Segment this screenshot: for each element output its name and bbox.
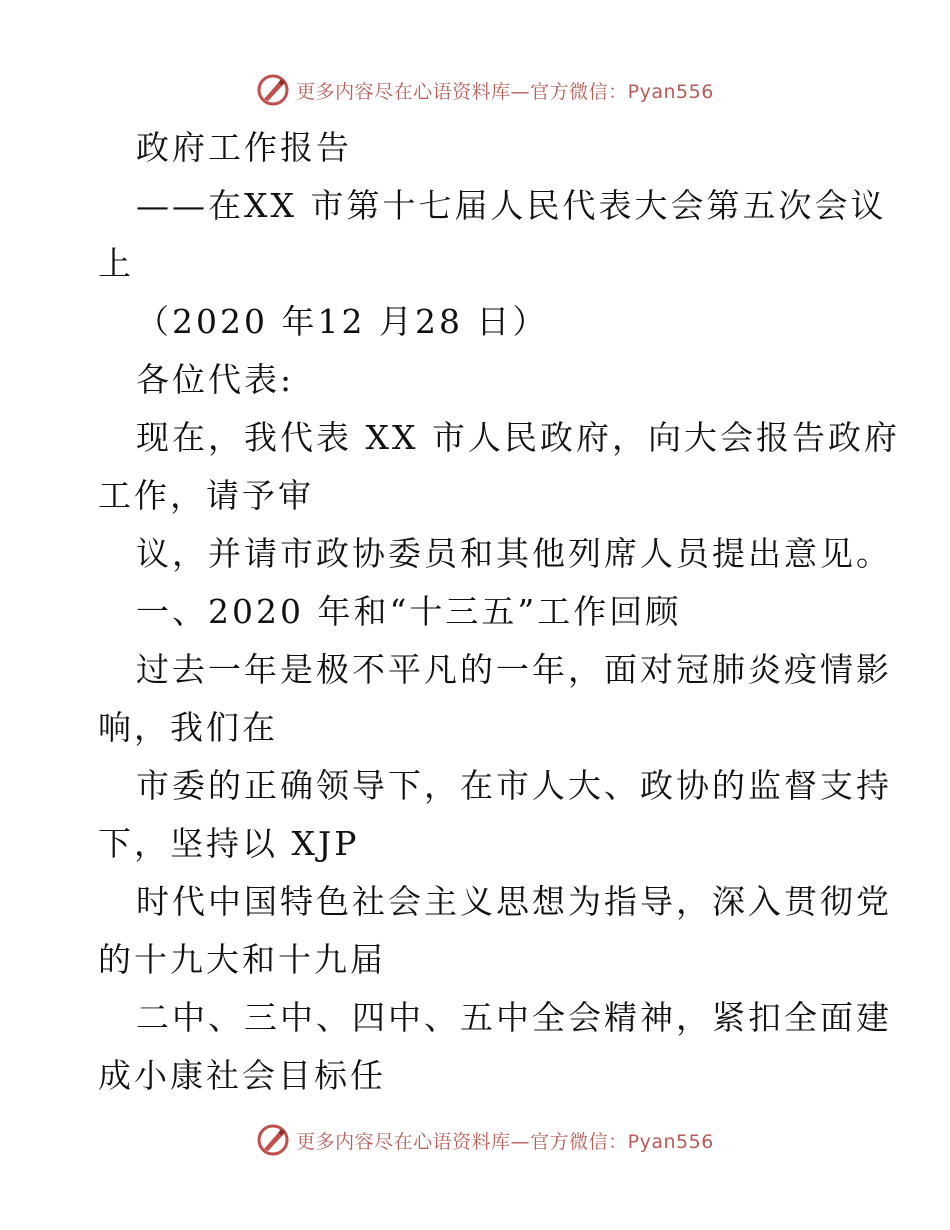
paragraph-line: 的十九大和十九届	[98, 940, 386, 979]
paragraph-line: 市委的正确领导下，在市人大、政协的监督支持	[136, 766, 892, 805]
paragraph-line: 过去一年是极不平凡的一年，面对冠肺炎疫情影	[136, 650, 892, 689]
section-heading: 一、2020 年和“十三五”工作回顾	[136, 592, 682, 631]
banner-text: 更多内容尽在心语资料库—官方微信：Pyan556	[296, 80, 714, 103]
document-subtitle: ——在XX 市第十七届人民代表大会第五次会议	[136, 186, 887, 225]
document-date: （2020 年12 月28 日）	[136, 302, 549, 341]
footer-banner	[0, 1120, 950, 1160]
pen-logo-icon	[256, 73, 290, 107]
paragraph-line: 工作，请予审	[98, 476, 314, 515]
pen-logo-icon	[256, 1123, 290, 1157]
banner-text: 更多内容尽在心语资料库—官方微信：Pyan556	[296, 1130, 714, 1153]
paragraph-line: 议，并请市政协委员和其他列席人员提出意见。	[136, 534, 892, 573]
paragraph-line: 成小康社会目标任	[98, 1056, 386, 1095]
salutation: 各位代表:	[136, 360, 295, 399]
paragraph-line: 响，我们在	[98, 708, 278, 747]
header-banner	[0, 70, 950, 110]
paragraph-line: 二中、三中、四中、五中全会精神，紧扣全面建	[136, 998, 892, 1037]
paragraph-line: 时代中国特色社会主义思想为指导，深入贯彻党	[136, 882, 892, 921]
paragraph-line: 下，坚持以 XJP	[98, 824, 360, 863]
paragraph-line: 现在，我代表 XX 市人民政府，向大会报告政府	[136, 418, 900, 457]
document-subtitle-continued: 上	[98, 244, 134, 283]
document-title: 政府工作报告	[136, 128, 352, 167]
